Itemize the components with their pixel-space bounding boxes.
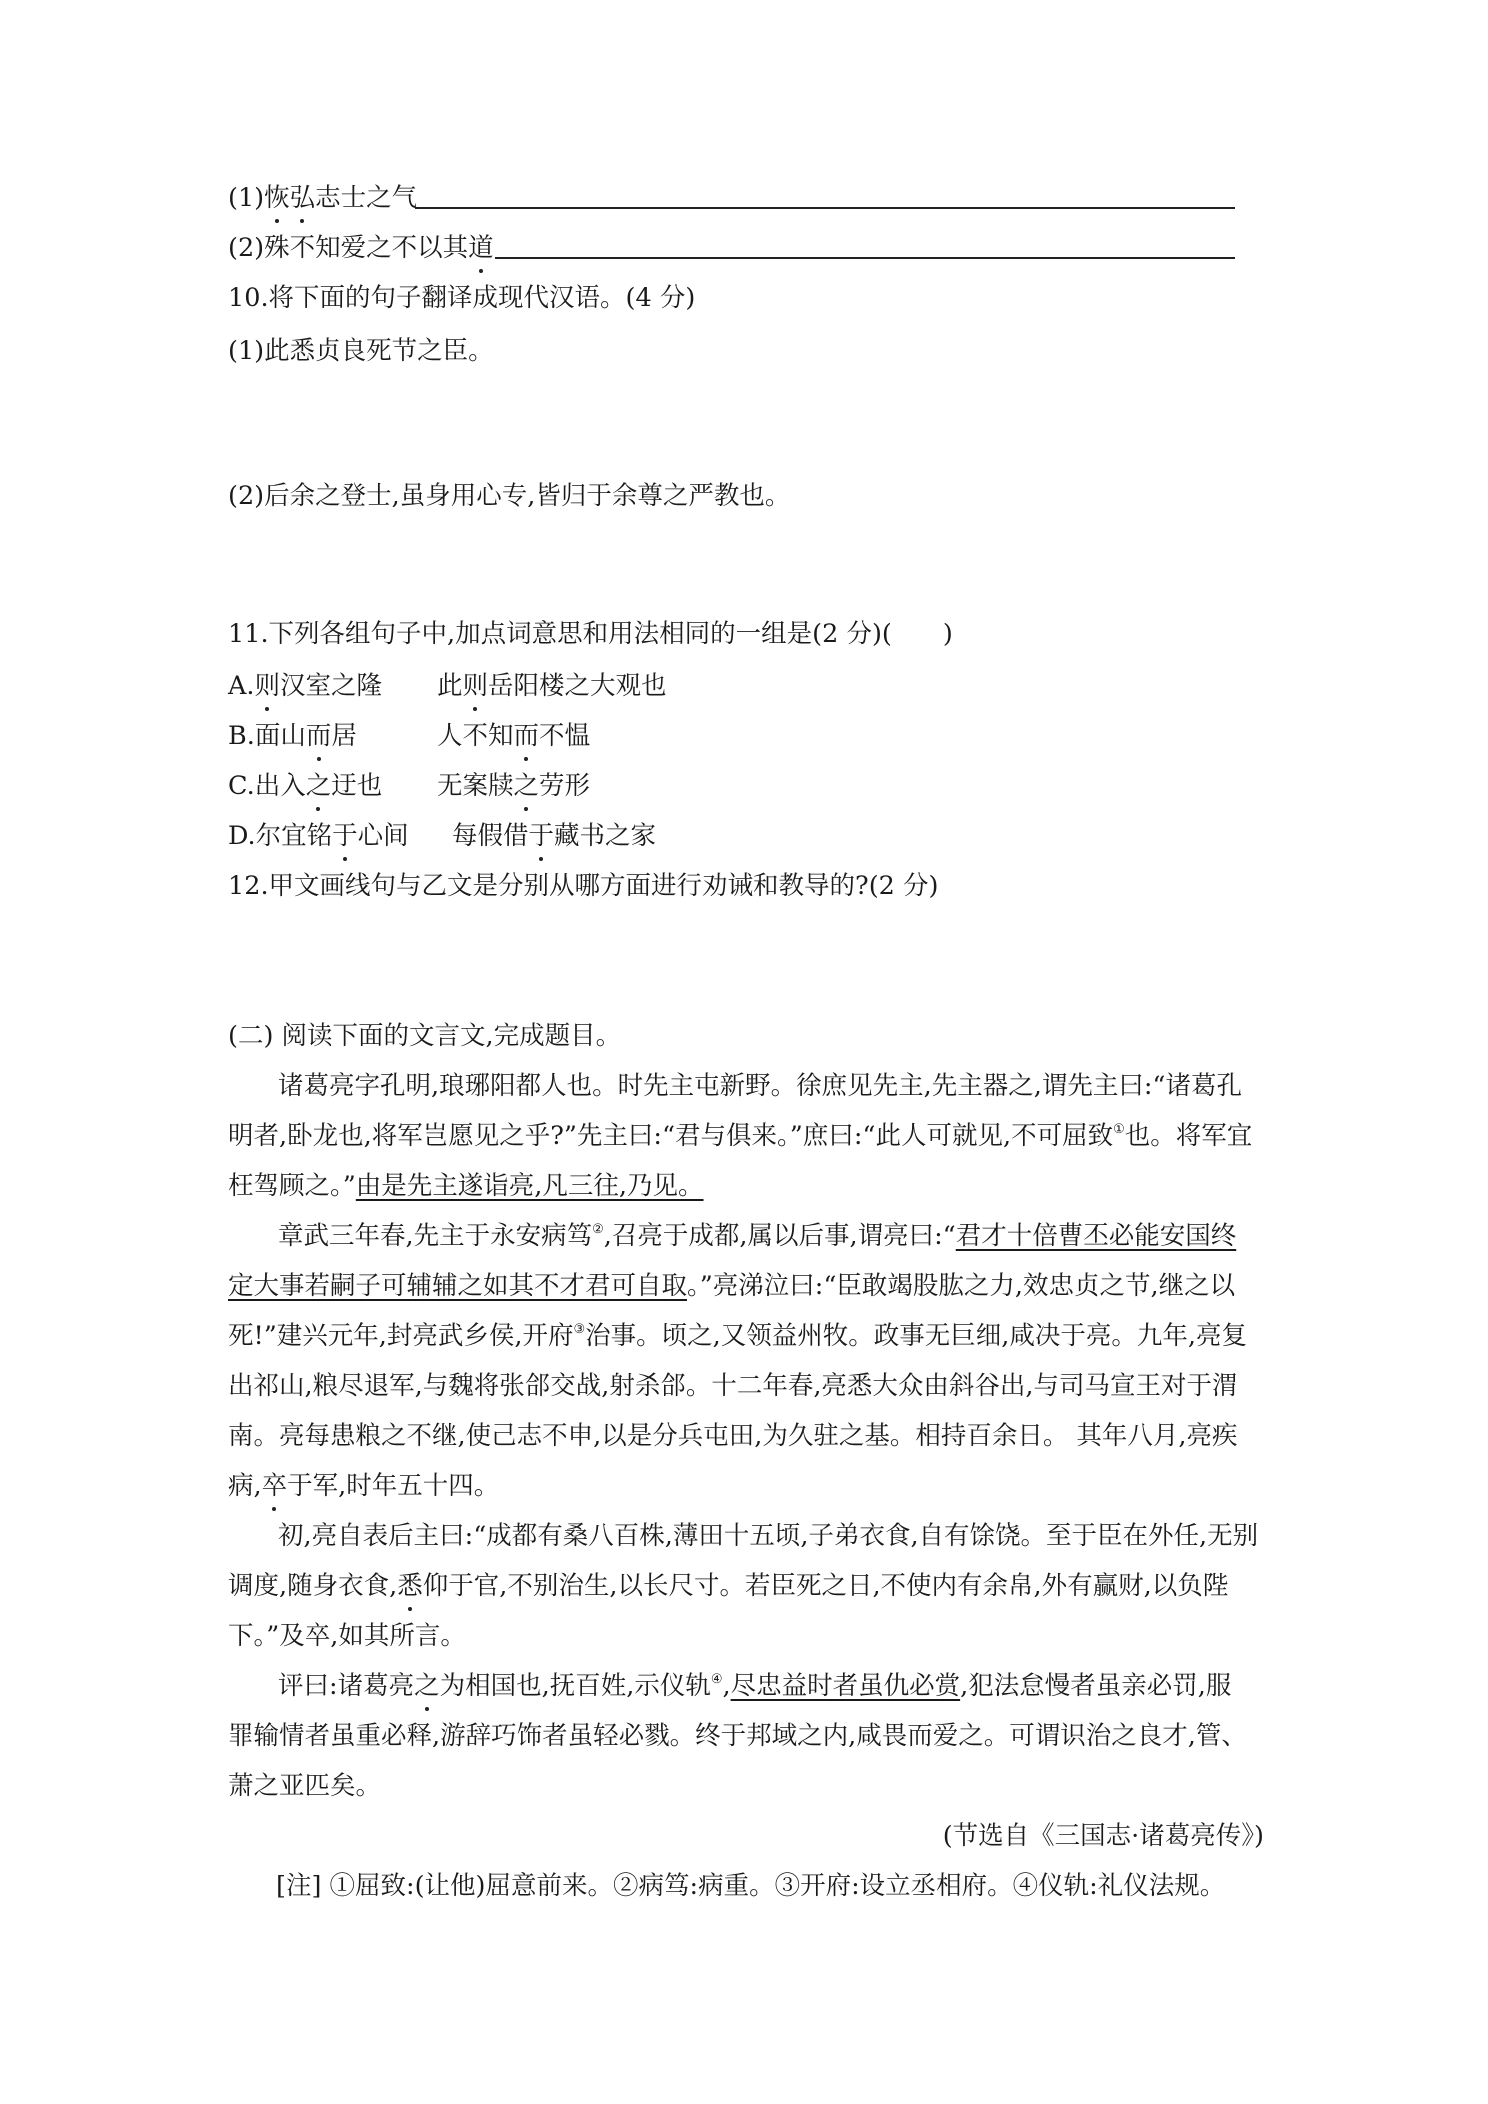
passage-line: 初,亮自表后主曰:“成都有桑八百株,薄田十五顷,子弟衣食,自有馀饶。至于臣在外任,无别 bbox=[278, 1521, 1259, 1551]
dotted-char: 之 bbox=[306, 768, 332, 804]
option-b-left[interactable]: B.面山而居 bbox=[228, 718, 357, 754]
passage-line: 南。亮每患粮之不继,使己志不申,以是分兵屯田,为久驻之基。相持百余日。 其年八月,亮疾 bbox=[228, 1421, 1238, 1451]
dotted-char: 之 bbox=[414, 1668, 440, 1704]
underlined-sentence: 定大事若嗣子可辅辅之如其不才君可自取 bbox=[228, 1271, 688, 1301]
passage-line: 诸葛亮字孔明,琅琊阳都人也。时先主屯新野。徐庶见先主,先主器之,谓先主曰:“诸葛孔 bbox=[278, 1071, 1242, 1101]
underlined-sentence: 尽忠益时者虽仇必赏 bbox=[730, 1671, 961, 1701]
option-b-right: 人不知而不愠 bbox=[437, 718, 590, 754]
dotted-char: 之 bbox=[514, 768, 540, 804]
footnote-ref: ② bbox=[592, 1222, 604, 1237]
passage-line: 死!”建兴元年,封亮武乡侯,开府③治事。顷之,又领益州牧。政事无巨细,咸决于亮。九年,亮复 bbox=[228, 1321, 1247, 1351]
footnotes: [注] ①屈致:(让他)屈意前来。②病笃:病重。③开府:设立丞相府。④仪轨:礼仪法规。 bbox=[276, 1871, 1226, 1901]
passage-line: 病,卒于军,时年五十四。 bbox=[228, 1468, 499, 1504]
passage-line: 罪输情者虽重必释,游辞巧饰者虽轻必戮。终于邦域之内,咸畏而爱之。可谓识治之良才,管、 bbox=[228, 1721, 1247, 1751]
underlined-sentence: 君才十倍曹丕必能安国终 bbox=[955, 1221, 1237, 1251]
dotted-char: 卒 bbox=[262, 1468, 288, 1504]
passage-line: 枉驾顾之。”由是先主遂诣亮,凡三往,乃见。 bbox=[228, 1171, 704, 1201]
passage-line: 萧之亚匹矣。 bbox=[228, 1771, 382, 1801]
dotted-char: 于 bbox=[332, 818, 358, 854]
footnote-ref: ④ bbox=[710, 1672, 723, 1687]
dotted-char: 悉 bbox=[397, 1568, 423, 1604]
option-c-right: 无案牍之劳形 bbox=[437, 768, 590, 804]
passage-line: 章武三年春,先主于永安病笃②,召亮于成都,属以后事,谓亮曰:“君才十倍曹丕必能安国终 bbox=[278, 1221, 1237, 1251]
dotted-char: 则 bbox=[255, 668, 281, 704]
underlined-sentence: 由是先主遂诣亮,凡三往,乃见。 bbox=[355, 1171, 704, 1201]
option-c-left[interactable]: C.出入之迂也 bbox=[228, 768, 382, 804]
dotted-char: 道 bbox=[468, 230, 494, 266]
dotted-char: 则 bbox=[463, 668, 489, 704]
q10-sentence-1: (1)此悉贞良死节之臣。 bbox=[228, 336, 494, 366]
dotted-char: 于 bbox=[529, 818, 555, 854]
passage-line: 定大事若嗣子可辅辅之如其不才君可自取。”亮涕泣曰:“臣敢竭股肱之力,效忠贞之节,继之以 bbox=[228, 1271, 1236, 1301]
q10-sentence-2: (2)后余之登士,虽身用心专,皆归于余尊之严教也。 bbox=[228, 481, 791, 511]
passage-line: 下。”及卒,如其所言。 bbox=[228, 1621, 466, 1651]
section-heading: (二) 阅读下面的文言文,完成题目。 bbox=[228, 1021, 622, 1051]
passage-line: 评曰:诸葛亮之为相国也,抚百姓,示仪轨④,尽忠益时者虽仇必赏,犯法怠慢者虽亲必罚,服 bbox=[278, 1668, 1231, 1704]
dotted-char: 弘 bbox=[290, 180, 316, 216]
answer-line[interactable] bbox=[495, 257, 1235, 259]
dotted-char: 而 bbox=[306, 718, 332, 754]
passage-line: 调度,随身衣食,悉仰于官,不别治生,以长尺寸。若臣死之日,不使内有余帛,外有赢财,以负陛 bbox=[228, 1568, 1228, 1604]
option-a-right: 此则岳阳楼之大观也 bbox=[437, 668, 667, 704]
q9-item-2: (2)殊不知爱之不以其道 bbox=[228, 230, 494, 266]
q12-stem: 12.甲文画线句与乙文是分别从哪方面进行劝诫和教导的?(2 分) bbox=[228, 871, 939, 901]
source-citation: (节选自《三国志·诸葛亮传》) bbox=[942, 1821, 1264, 1851]
passage-line: 明者,卧龙也,将军岂愿见之乎?”先主曰:“君与俱来。”庶曰:“此人可就见,不可屈致①也。将军宜 bbox=[228, 1121, 1253, 1151]
q11-stem: 11.下列各组句子中,加点词意思和用法相同的一组是(2 分)( ) bbox=[228, 619, 953, 649]
option-a-left[interactable]: A.则汉室之隆 bbox=[228, 668, 382, 704]
q9-item-1: (1)恢弘志士之气 bbox=[228, 180, 417, 216]
answer-line[interactable] bbox=[415, 207, 1235, 209]
option-d-left[interactable]: D.尔宜铭于心间 bbox=[228, 818, 409, 854]
dotted-char: 而 bbox=[514, 718, 540, 754]
q10-stem: 10.将下面的句子翻译成现代汉语。(4 分) bbox=[228, 283, 696, 313]
footnote-ref: ③ bbox=[573, 1322, 586, 1337]
footnote-ref: ① bbox=[1113, 1122, 1125, 1137]
dotted-char: 恢 bbox=[264, 180, 290, 216]
passage-line: 出祁山,粮尽退军,与魏将张郃交战,射杀郃。十二年春,亮悉大众由斜谷出,与司马宣王对于渭 bbox=[228, 1371, 1238, 1401]
option-d-right: 每假借于藏书之家 bbox=[452, 818, 656, 854]
